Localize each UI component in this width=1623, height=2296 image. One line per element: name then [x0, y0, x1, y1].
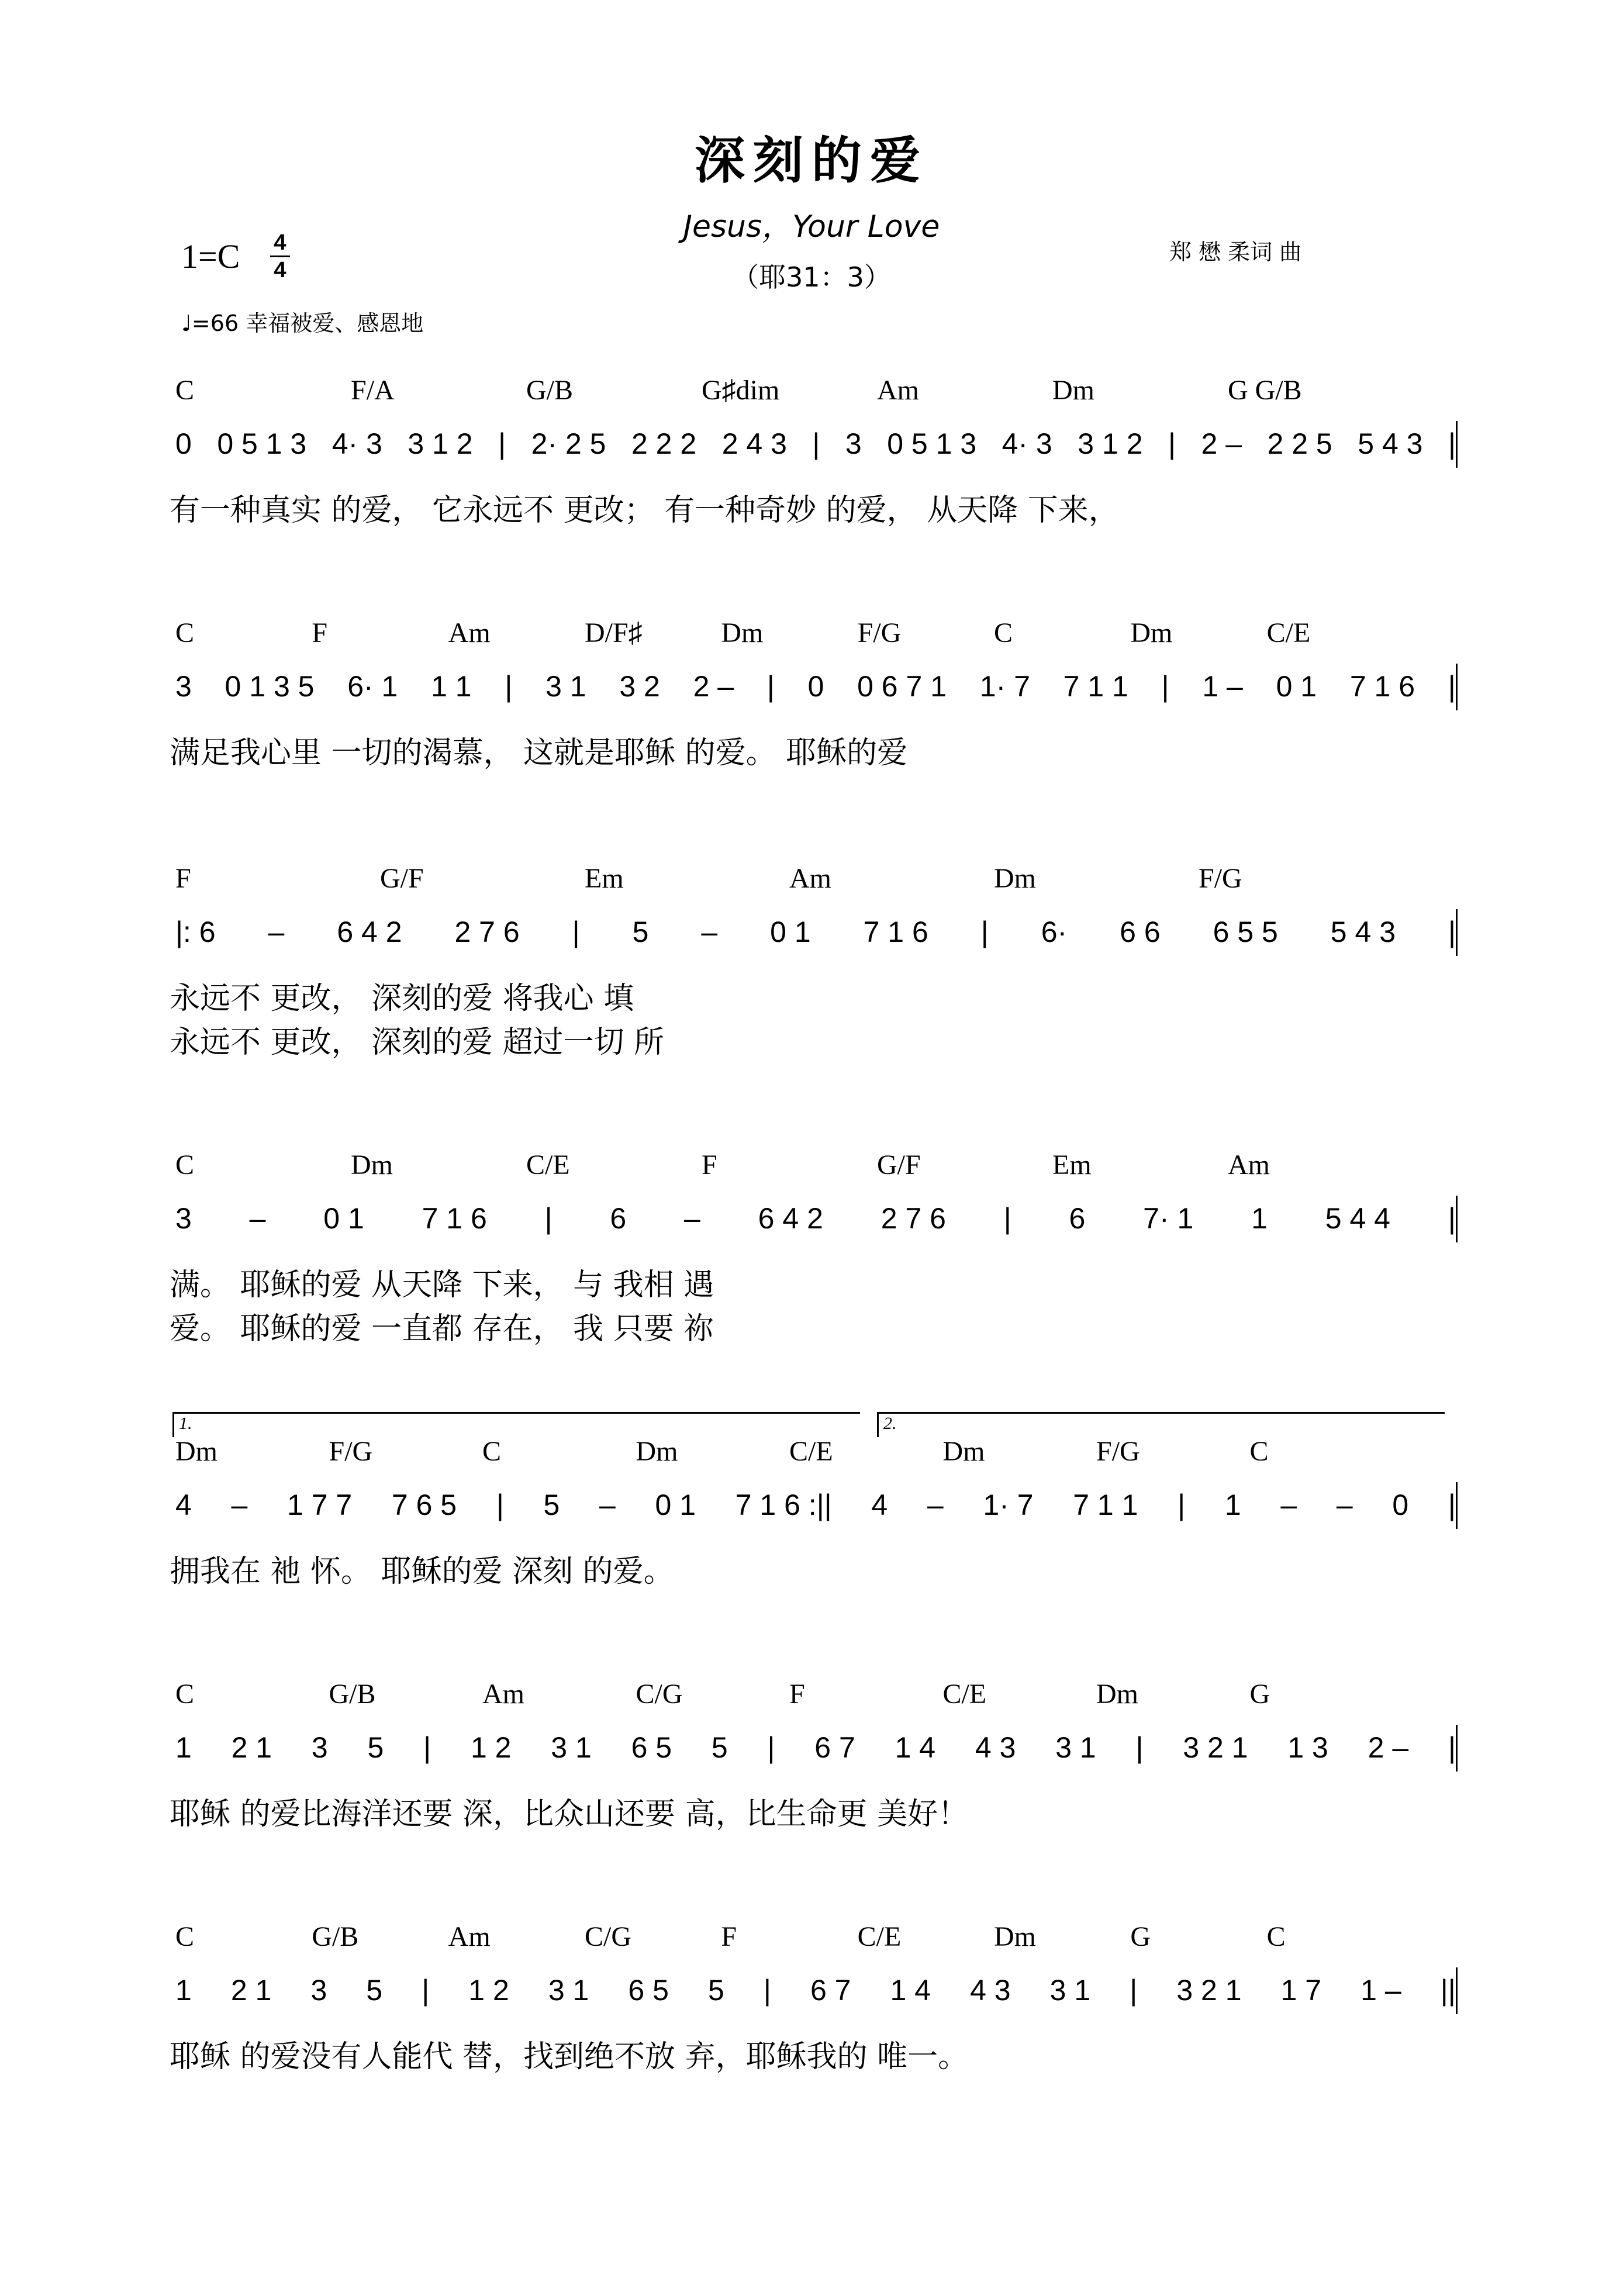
chord-symbol: C — [482, 1436, 502, 1467]
time-divider — [270, 256, 290, 257]
chord-symbol: F — [721, 1921, 737, 1952]
notation-row — [175, 1731, 1456, 1765]
volta-second-ending: 2. — [877, 1412, 1445, 1437]
note-group: 5 4 3 — [1358, 427, 1423, 460]
note-group: 3 1 2 — [408, 427, 473, 460]
chord-symbol: C — [1266, 1921, 1286, 1952]
chord-symbol: C/E — [526, 1149, 570, 1180]
system-end-barline — [1456, 909, 1458, 956]
note-group: 2 2 2 — [631, 427, 697, 460]
note-group: 1 2 — [468, 1974, 509, 2007]
note-group: 0 — [807, 670, 824, 703]
system-end-barline — [1456, 1196, 1458, 1242]
note-group: 5 4 3 — [1330, 916, 1396, 948]
chord-symbol: C — [175, 617, 195, 648]
note-group: 2· 2 5 — [531, 427, 606, 460]
chord-symbol: Dm — [942, 1436, 985, 1467]
barline: | — [1135, 1731, 1144, 1764]
note-group: 6· 1 — [347, 670, 398, 703]
chord-symbol: Dm — [1130, 617, 1173, 648]
barline: | — [767, 1731, 775, 1764]
chord-symbol: F — [702, 1149, 717, 1180]
chord-symbol: G/F — [380, 863, 424, 894]
barline: | — [1448, 1731, 1456, 1764]
note-group: 6 — [610, 1202, 627, 1235]
chord-symbol: C/E — [789, 1436, 833, 1467]
barline: | — [1003, 1202, 1011, 1235]
chord-symbol: C/E — [1266, 617, 1311, 648]
lyric-line: 满。 耶稣的爱 从天降 下来， 与 我相 遇 — [170, 1268, 714, 1303]
note-group: 0 1 — [655, 1489, 696, 1521]
chord-symbol: C/E — [942, 1679, 987, 1710]
chord-symbol: C — [175, 1679, 195, 1710]
note-group: 1 — [175, 1731, 192, 1764]
author-credit: 郑 懋 柔词 曲 — [1169, 239, 1302, 265]
time-top: 4 — [274, 230, 286, 255]
chord-symbol: C — [994, 617, 1013, 648]
chord-symbol: G/B — [312, 1921, 359, 1952]
system-end-barline — [1456, 664, 1458, 710]
chord-symbol: Am — [877, 375, 919, 406]
note-group: 7 1 6 — [1349, 670, 1415, 703]
note-group: 3 2 — [619, 670, 660, 703]
note-group: 3 2 1 — [1183, 1731, 1248, 1764]
note-group: 3 — [310, 1974, 327, 2007]
chord-symbol: C/G — [585, 1921, 632, 1952]
note-group: 2 1 — [230, 1974, 272, 2007]
chord-symbol: F/G — [1096, 1436, 1140, 1467]
notation-row — [175, 915, 1456, 949]
note-group: 1· 7 — [983, 1489, 1034, 1521]
note-group: 3 1 — [545, 670, 586, 703]
chord-symbol: Am — [789, 863, 831, 894]
note-group: 1 – — [1202, 670, 1243, 703]
barline: | — [544, 1202, 552, 1235]
note-group: 2 7 6 — [880, 1202, 946, 1235]
note-group: 7 1 6 — [422, 1202, 487, 1235]
barline: | — [812, 427, 820, 460]
lyric-line: 满足我心里 一切的渴慕， 这就是耶稣 的爱。 耶稣的爱 — [170, 736, 908, 771]
note-group: 3 1 — [551, 1731, 592, 1764]
note-group: 6 — [1069, 1202, 1086, 1235]
note-group: 7 6 5 — [391, 1489, 457, 1521]
chord-symbol: C — [175, 375, 195, 406]
lyric-line: 拥我在 祂 怀。 耶稣的爱 深刻 的爱。 — [170, 1554, 674, 1589]
chord-symbol: Am — [448, 617, 491, 648]
note-group: 4· 3 — [1002, 427, 1052, 460]
notation-row — [175, 427, 1456, 461]
chord-symbol: G♯dim — [702, 375, 780, 406]
note-group: 6 5 — [631, 1731, 672, 1764]
note-group: 1 3 — [1287, 1731, 1328, 1764]
barline: | — [498, 427, 506, 460]
barline: | — [1448, 670, 1456, 703]
note-group: 5 — [367, 1731, 384, 1764]
note-group: 6 5 — [628, 1974, 669, 2007]
note-group: – — [1336, 1489, 1353, 1521]
note-group: 4 3 — [975, 1731, 1016, 1764]
note-group: 3 — [845, 427, 862, 460]
subtitle: Jesus，Your Love — [683, 209, 940, 244]
system-end-barline — [1456, 1725, 1458, 1772]
note-group: 0 6 7 1 — [857, 670, 947, 703]
note-group: 6 4 2 — [337, 916, 402, 948]
note-group: 1 2 — [470, 1731, 512, 1764]
notation-row — [175, 669, 1456, 703]
note-group: 5 — [632, 916, 649, 948]
chord-symbol: G/B — [526, 375, 574, 406]
chord-symbol: Em — [585, 863, 624, 894]
note-group: 3 1 — [1055, 1731, 1096, 1764]
chord-symbol: F — [789, 1679, 805, 1710]
barline: | — [1448, 916, 1456, 948]
barline: || — [1440, 1974, 1456, 2007]
chord-symbol: Em — [1052, 1149, 1092, 1180]
note-group: 3 — [175, 1202, 192, 1235]
barline: | — [423, 1731, 431, 1764]
chord-symbol: Am — [482, 1679, 524, 1710]
note-group: 1· 7 — [979, 670, 1030, 703]
chord-symbol: Dm — [1096, 1679, 1138, 1710]
chord-symbol: F/G — [857, 617, 902, 648]
chord-symbol: Dm — [994, 863, 1036, 894]
note-group: 1 — [1224, 1489, 1241, 1521]
note-group: 3 1 — [548, 1974, 589, 2007]
note-group: 5 — [366, 1974, 383, 2007]
chord-symbol: Dm — [351, 1149, 393, 1180]
note-group: 1 — [1251, 1202, 1268, 1235]
note-group: – — [268, 916, 285, 948]
note-group: 4· 3 — [331, 427, 382, 460]
scripture-reference: （耶31：3） — [732, 261, 891, 293]
note-group: 3 1 2 — [1078, 427, 1143, 460]
note-group: 6 6 — [1120, 916, 1161, 948]
note-group: 2 2 5 — [1267, 427, 1332, 460]
note-group: 3 2 1 — [1176, 1974, 1242, 2007]
note-group: 0 1 — [1276, 670, 1317, 703]
note-group: 0 — [1392, 1489, 1409, 1521]
barline: | — [1448, 1489, 1456, 1521]
note-group: 1 – — [1360, 1974, 1401, 2007]
barline: | — [766, 670, 775, 703]
note-group: 1 7 7 — [287, 1489, 353, 1521]
note-group: 3 — [311, 1731, 328, 1764]
barline: | — [1168, 427, 1176, 460]
note-group: – — [249, 1202, 266, 1235]
lyric-line: 永远不 更改， 深刻的爱 将我心 填 — [170, 981, 634, 1016]
chord-symbol: F/G — [329, 1436, 373, 1467]
note-group: 6 5 5 — [1213, 916, 1278, 948]
note-group: – — [927, 1489, 944, 1521]
barline: | — [1130, 1974, 1138, 2007]
note-group: 7· 1 — [1143, 1202, 1194, 1235]
note-group: 1 — [175, 1974, 192, 2007]
page-title: 深刻的爱 — [695, 132, 928, 190]
key-signature: 1=C — [181, 237, 240, 275]
barline: | — [1161, 670, 1169, 703]
chord-symbol: C — [1249, 1436, 1269, 1467]
note-group: 6 4 2 — [758, 1202, 823, 1235]
note-group: – — [701, 916, 718, 948]
notation-row — [175, 1973, 1456, 2007]
note-group: – — [599, 1489, 616, 1521]
tempo-marking: ♩=66 幸福被爱、感恩地 — [181, 310, 424, 336]
note-group: 1 4 — [890, 1974, 931, 2007]
chord-symbol: Dm — [994, 1921, 1036, 1952]
chord-symbol: Dm — [636, 1436, 678, 1467]
barline: | — [763, 1974, 771, 2007]
note-group: 1 4 — [895, 1731, 936, 1764]
chord-symbol: F — [312, 617, 328, 648]
chord-symbol: G/B — [329, 1679, 376, 1710]
note-group: 4 — [871, 1489, 888, 1521]
lyric-line: 永远不 更改， 深刻的爱 超过一切 所 — [170, 1025, 665, 1060]
barline: |: 6 — [175, 916, 216, 948]
volta-first-ending: 1. — [172, 1412, 860, 1437]
note-group: 5 — [708, 1974, 724, 2007]
chord-symbol: C/G — [636, 1679, 683, 1710]
note-group: 6 7 — [814, 1731, 855, 1764]
barline: | — [572, 916, 580, 948]
note-group: 1 1 — [431, 670, 472, 703]
note-group: 6 7 — [810, 1974, 851, 2007]
chord-symbol: C — [175, 1921, 195, 1952]
notation-row — [175, 1488, 1456, 1522]
note-group: 3 — [175, 670, 192, 703]
note-group: 7 1 1 — [1073, 1489, 1138, 1521]
note-group: 2 7 6 — [454, 916, 520, 948]
chord-symbol: G — [1130, 1921, 1151, 1952]
barline: | — [1177, 1489, 1186, 1521]
note-group: 4 3 — [970, 1974, 1011, 2007]
note-group: 0 1 3 5 — [225, 670, 315, 703]
system-end-barline — [1456, 1967, 1458, 2014]
note-group: 1 7 — [1280, 1974, 1322, 2007]
note-group: 5 — [543, 1489, 560, 1521]
barline: | — [1448, 427, 1456, 460]
note-group: 0 1 — [323, 1202, 364, 1235]
lyric-line: 有一种真实 的爱， 它永远不 更改； 有一种奇妙 的爱， 从天降 下来， — [170, 493, 1119, 528]
chord-symbol: C — [175, 1149, 195, 1180]
note-group: 2 – — [1201, 427, 1242, 460]
system-end-barline — [1456, 1482, 1458, 1529]
chord-symbol: Dm — [175, 1436, 217, 1467]
note-group: 4 — [175, 1489, 192, 1521]
barline: | — [1448, 1202, 1456, 1235]
chord-symbol: D/F♯ — [585, 617, 643, 648]
note-group: 0 — [175, 427, 192, 460]
time-signature — [270, 231, 290, 282]
note-group: 5 — [711, 1731, 728, 1764]
chord-symbol: Am — [448, 1921, 491, 1952]
chord-symbol: Dm — [1052, 375, 1094, 406]
note-group: 5 4 4 — [1325, 1202, 1390, 1235]
note-group: 7 1 1 — [1063, 670, 1128, 703]
chord-symbol: Dm — [721, 617, 764, 648]
barline: | — [422, 1974, 430, 2007]
chord-symbol: F/G — [1199, 863, 1242, 894]
note-group: – — [1280, 1489, 1297, 1521]
chord-symbol: Am — [1228, 1149, 1270, 1180]
note-group: 3 1 — [1049, 1974, 1091, 2007]
notation-row — [175, 1201, 1456, 1235]
chord-symbol: F — [175, 863, 191, 894]
chord-symbol: C/E — [857, 1921, 902, 1952]
chord-symbol: G G/B — [1228, 375, 1302, 406]
chord-symbol: G — [1249, 1679, 1270, 1710]
note-group: 2 – — [693, 670, 734, 703]
note-group: 2 – — [1368, 1731, 1409, 1764]
note-group: 6· — [1041, 916, 1068, 948]
note-group: 2 4 3 — [721, 427, 787, 460]
note-group: – — [231, 1489, 248, 1521]
barline: | — [980, 916, 989, 948]
lyric-line: 爱。 耶稣的爱 一直都 存在， 我 只要 祢 — [170, 1311, 714, 1346]
barline: | — [505, 670, 513, 703]
note-group: 2 1 — [231, 1731, 272, 1764]
barline: | — [496, 1489, 504, 1521]
lyric-line: 耶稣 的爱比海洋还要 深，比众山还要 高，比生命更 美好！ — [170, 1797, 969, 1832]
lyric-line: 耶稣 的爱没有人能代 替，找到绝不放 弃，耶稣我的 唯一。 — [170, 2039, 969, 2074]
chord-symbol: F/A — [351, 375, 395, 406]
system-end-barline — [1456, 421, 1458, 468]
time-bottom: 4 — [274, 258, 286, 282]
note-group: – — [684, 1202, 700, 1235]
note-group: 0 5 1 3 — [217, 427, 307, 460]
note-group: 0 5 1 3 — [887, 427, 977, 460]
note-group: 0 1 — [770, 916, 811, 948]
barline: 7 1 6 :|| — [735, 1489, 832, 1521]
note-group: 7 1 6 — [863, 916, 928, 948]
chord-symbol: G/F — [877, 1149, 921, 1180]
